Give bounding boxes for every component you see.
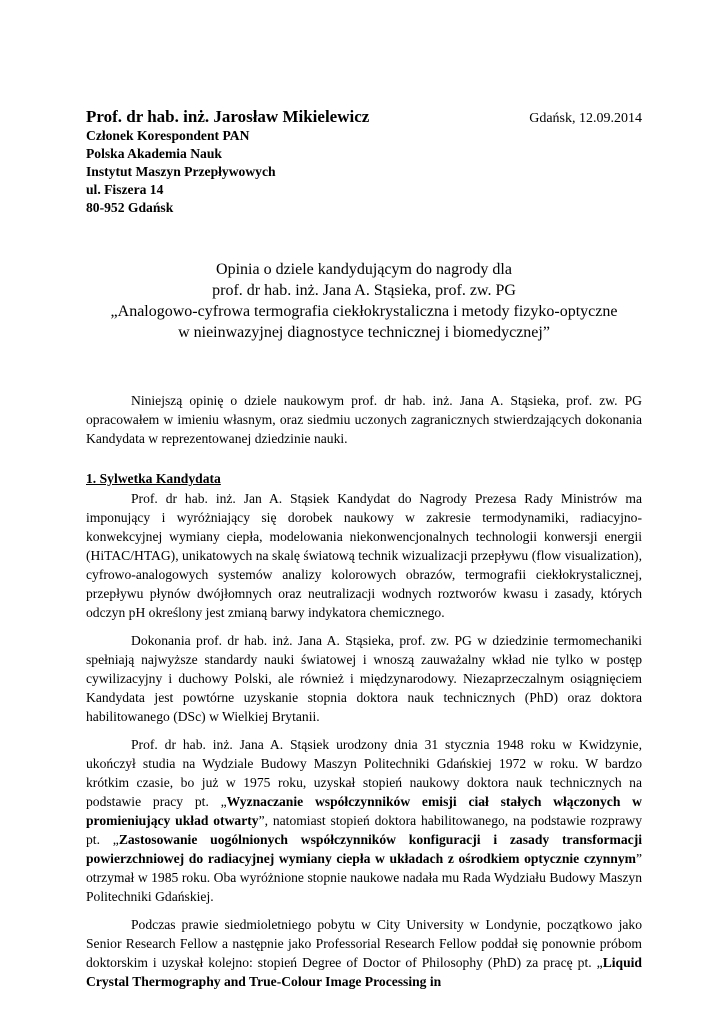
affiliation-line: Instytut Maszyn Przepływowych xyxy=(86,164,276,179)
text-run: Prof. dr hab. inż. Jana A. Stąsiek urodzony dnia 31 stycznia 1948 roku w Kwidzynie, ukończył studia na Wydziale Budowy Maszyn Politechniki Gdańskiej 1972 w roku. W bardzo krótkim czasie, bo już w 1975 roku, uzyskał stopień naukowy doktora nauk technicznych na podstawie pracy pt. „ xyxy=(86,737,642,809)
letter-header xyxy=(86,107,642,217)
body-paragraph: Dokonania prof. dr hab. inż. Jana A. Stąsieka, prof. zw. PG w dziedzinie termomechaniki spełniają najwyższe standardy nauki światowej i wnoszą zauważalny wkład nie tylko w postęp cywilizacyjny i duchowy Polski, ale również i międzynarodowy. Niezaprzeczalnym osiągnięciem Kandydata jest powtórne uzyskanie stopnia doktora nauk technicznych (PhD) oraz doktora habilitowanego (DSc) w Wielkiej Brytanii. xyxy=(86,633,642,724)
intro-paragraph: Niniejszą opinię o dziele naukowym prof. dr hab. inż. Jana A. Stąsieka, prof. zw. PG opracowałem w imieniu własnym, oraz siedmiu uczonych zagranicznych stwierdzających dokonania Kandydata w reprezentowanej dziedzinie nauki. xyxy=(86,393,642,446)
affiliation-line: ul. Fiszera 14 xyxy=(86,182,164,197)
body-paragraph xyxy=(86,735,642,906)
title-line: „Analogowo-cyfrowa termografia ciekłokrystaliczna i metody fizyko-optyczne xyxy=(110,303,618,320)
phd-title-bold: Liquid Crystal Thermography and True-Colour Image Processing in xyxy=(86,955,642,989)
affiliation-line: 80-952 Gdańsk xyxy=(86,200,174,215)
author-name: Prof. dr hab. inż. Jarosław Mikielewicz xyxy=(86,107,370,126)
author-line xyxy=(86,107,642,127)
affiliation-line: Polska Akademia Nauk xyxy=(86,146,222,161)
intro-section xyxy=(86,391,642,457)
text-run: ” otrzymał w 1985 roku. Oba wyróżnione stopnie naukowe nadała mu Rada Wydziału Budowy Maszyn Politechniki Gdańskiej. xyxy=(86,851,642,904)
section-heading: 1. Sylwetka Kandydata xyxy=(86,471,221,486)
text-run: Podczas prawie siedmioletniego pobytu w City University w Londynie, początkowo jako Senior Research Fellow a następnie jako Professorial Research Fellow poddał się ponownie próbom doktorskim i uzyskał kolejno: stopień Degree of Doctor of Philosophy (PhD) za pracę pt. „ xyxy=(86,917,642,970)
section-candidate-profile xyxy=(86,469,642,1000)
body-paragraph xyxy=(86,915,642,991)
thesis-title-bold: Wyznaczanie współczynników emisji ciał stałych włączonych w promieniujący układ otwarty xyxy=(86,794,642,828)
habilitation-title-bold: Zastosowanie uogólnionych współczynników konfiguracji i zasady transformacji powierzchniowej do radiacyjnej wymiany ciepła w układach z ośrodkiem optycznie czynnym xyxy=(86,832,642,866)
affiliation-line: Członek Korespondent PAN xyxy=(86,128,250,143)
letter-date: Gdańsk, 12.09.2014 xyxy=(529,111,642,126)
document-title xyxy=(86,259,642,343)
title-line: w nieinwazyjnej diagnostyce technicznej i biomedycznej” xyxy=(178,324,550,341)
title-line: Opinia o dziele kandydującym do nagrody dla xyxy=(216,261,512,278)
body-paragraph: Prof. dr hab. inż. Jan A. Stąsiek Kandydat do Nagrody Prezesa Rady Ministrów ma imponujący i wyróżniający się dorobek naukowy w zakresie termodynamiki, radiacyjno-konwekcyjnej wymiany ciepła, modelowania niekonwencjonalnych technologii konwersji energii (HiTAC/HTAG), unikatowych na skalę światową technik wizualizacji przepływu (flow visualization), cyfrowo-analogowych systemów analizy kolorowych obrazów, termografii ciekłokrystalicznej, przepływu płynów dwójłomnych oraz neutralizacji wodnych roztworów kwasu i zasady, których odczyn pH określony jest zmianą barwy indykatora chemicznego. xyxy=(86,491,642,620)
title-line: prof. dr hab. inż. Jana A. Stąsieka, prof. zw. PG xyxy=(212,282,516,299)
text-run: ”, natomiast stopień doktora habilitowanego, na podstawie rozprawy pt. „ xyxy=(86,813,642,847)
